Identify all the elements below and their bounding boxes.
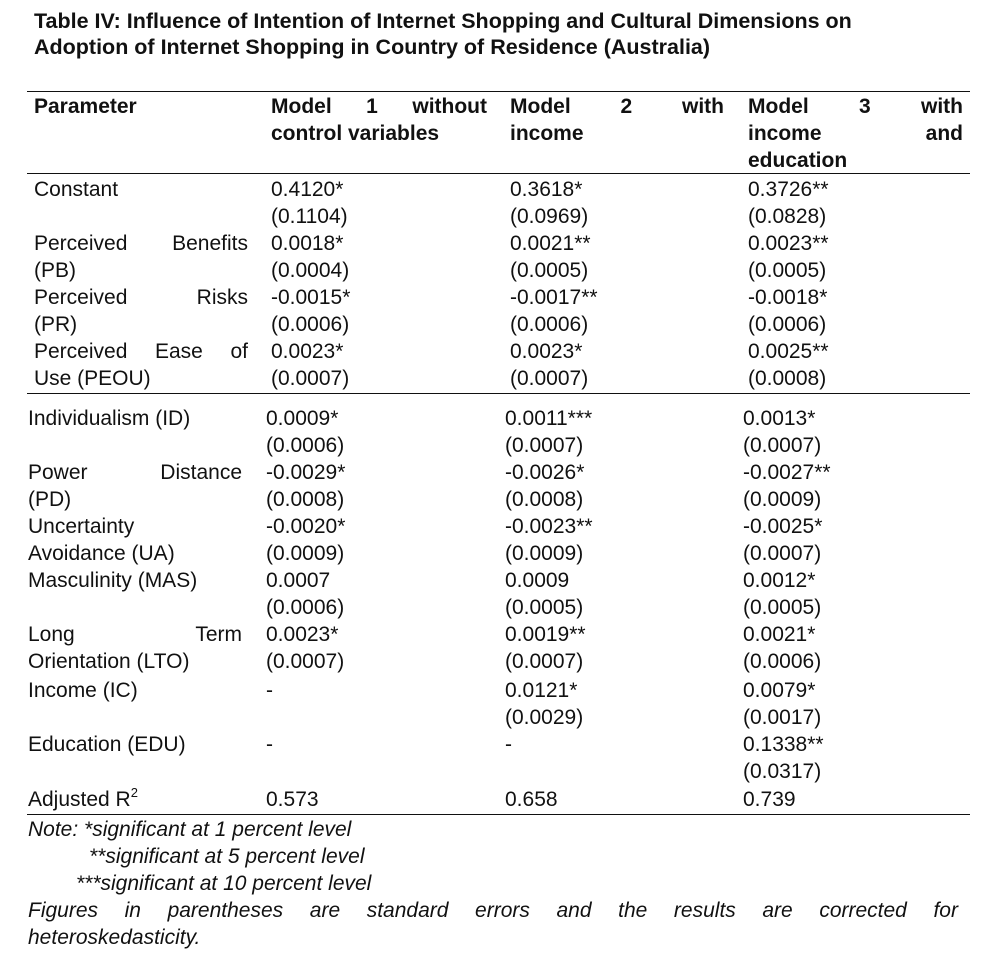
- note-line-4-word: errors: [475, 899, 530, 922]
- row-pr-m1-se: (0.0006): [271, 313, 350, 336]
- note-line-4: [28, 897, 958, 924]
- row-id-m3-se: (0.0007): [743, 434, 822, 457]
- row-pb-param-line-2: (PB): [34, 259, 76, 282]
- row-pr-m1: -0.0015*: [271, 286, 351, 309]
- row-pd-m3: -0.0027**: [743, 461, 831, 484]
- row-id-m2: 0.0011***: [505, 407, 593, 430]
- note-line-4-word: for: [933, 899, 958, 922]
- note-line-1: Note: *significant at 1 percent level: [28, 818, 352, 841]
- row-mas-m3: 0.0012*: [743, 569, 816, 592]
- note-line-4-word: results: [673, 899, 736, 922]
- note-line-4-word: are: [762, 899, 793, 922]
- header-model-3-and: and: [925, 122, 963, 145]
- row-pr-param-line-2: (PR): [34, 313, 78, 336]
- row-pd-param-line-2: (PD): [28, 488, 72, 511]
- row-lto-m2: 0.0019**: [505, 623, 586, 646]
- row-lto-param: [28, 621, 242, 648]
- row-pd-param-word-2: Distance: [160, 461, 242, 484]
- row-ic-m2-se: (0.0029): [505, 706, 584, 729]
- row-pd-param-word-1: Power: [28, 461, 88, 484]
- row-edu-m1: -: [266, 733, 273, 756]
- row-pb-m2-se: (0.0005): [510, 259, 589, 282]
- note-line-4-word: corrected: [819, 899, 907, 922]
- note-line-4-word: Figures: [28, 899, 99, 922]
- row-pb-param: [34, 230, 248, 257]
- row-pb-param-word-1: Perceived: [34, 232, 128, 255]
- note-line-4-word: and: [556, 899, 592, 922]
- row-ua-param-line-2: Avoidance (UA): [28, 542, 175, 565]
- row-peou-m2-se: (0.0007): [510, 367, 589, 390]
- row-pb-m3-se: (0.0005): [748, 259, 827, 282]
- row-id-m3: 0.0013*: [743, 407, 816, 430]
- row-pd-m2-se: (0.0008): [505, 488, 584, 511]
- header-model-3-income: income: [748, 122, 822, 145]
- note-line-4-word: are: [309, 899, 341, 922]
- row-ua-m1-se: (0.0009): [266, 542, 345, 565]
- header-model-1-word: Model: [271, 95, 332, 118]
- row-pr-m2: -0.0017**: [510, 286, 598, 309]
- row-peou-param-line-2: Use (PEOU): [34, 367, 151, 390]
- table-title-line-1: Table IV: Influence of Intention of Internet Shopping and Cultural Dimensions on: [34, 9, 852, 33]
- row-id-m1: 0.0009*: [266, 407, 339, 430]
- row-lto-m3: 0.0021*: [743, 623, 816, 646]
- note-line-4-word: standard: [366, 899, 449, 922]
- bottom-rule: [27, 814, 970, 815]
- row-ic-param: Income (IC): [28, 679, 138, 702]
- row-mas-m2: 0.0009: [505, 569, 570, 592]
- row-id-m2-se: (0.0007): [505, 434, 584, 457]
- row-r2-m1: 0.573: [266, 788, 319, 811]
- row-lto-param-word-2: Term: [195, 623, 242, 646]
- header-model-3-line-3: education: [748, 149, 848, 172]
- header-model-3: [748, 93, 963, 120]
- row-lto-m2-se: (0.0007): [505, 650, 584, 673]
- row-pd-m1: -0.0029*: [266, 461, 346, 484]
- row-pr-param: [34, 284, 248, 311]
- row-mas-m2-se: (0.0005): [505, 596, 584, 619]
- top-rule: [27, 91, 970, 92]
- row-pb-m1-se: (0.0004): [271, 259, 350, 282]
- row-peou-param-word-3: of: [230, 340, 248, 363]
- header-model-1: [271, 93, 487, 120]
- header-model-3-word: Model: [748, 95, 809, 118]
- note-line-4-word: the: [618, 899, 648, 922]
- row-pr-m2-se: (0.0006): [510, 313, 589, 336]
- note-line-4-word: in: [124, 899, 141, 922]
- row-edu-m3: 0.1338**: [743, 733, 824, 756]
- row-lto-m3-se: (0.0006): [743, 650, 822, 673]
- header-model-3-line-2: [748, 120, 963, 147]
- header-model-1-number: 1: [366, 95, 378, 118]
- row-edu-param: Education (EDU): [28, 733, 186, 756]
- note-line-4-word: parentheses: [167, 899, 284, 922]
- header-model-2-word: Model: [510, 95, 571, 118]
- row-ua-param: Uncertainty: [28, 515, 135, 538]
- row-peou-m3: 0.0025**: [748, 340, 829, 363]
- row-pb-param-word-2: Benefits: [172, 232, 248, 255]
- row-edu-m3-se: (0.0317): [743, 760, 822, 783]
- row-pd-m2: -0.0026*: [505, 461, 585, 484]
- row-mas-m1: 0.0007: [266, 569, 331, 592]
- row-constant-param: Constant: [34, 178, 119, 201]
- row-peou-param-word-2: Ease: [155, 340, 203, 363]
- table-title-line-2: Adoption of Internet Shopping in Country of Residence (Australia): [34, 35, 711, 59]
- row-pr-param-word-1: Perceived: [34, 286, 128, 309]
- row-id-m1-se: (0.0006): [266, 434, 345, 457]
- row-pb-m1: 0.0018*: [271, 232, 344, 255]
- row-peou-m3-se: (0.0008): [748, 367, 827, 390]
- row-pr-param-word-2: Risks: [196, 286, 248, 309]
- row-ua-m2-se: (0.0009): [505, 542, 584, 565]
- header-model-3-number: 3: [858, 95, 871, 118]
- row-pr-m3-se: (0.0006): [748, 313, 827, 336]
- row-constant-m3-se: (0.0828): [748, 205, 827, 228]
- row-pb-m3: 0.0023**: [748, 232, 829, 255]
- row-pr-m3: -0.0018*: [748, 286, 828, 309]
- row-peou-m1-se: (0.0007): [271, 367, 350, 390]
- row-r2-m2: 0.658: [505, 788, 558, 811]
- row-ua-m2: -0.0023**: [505, 515, 593, 538]
- row-ic-m1: -: [266, 679, 273, 702]
- row-mas-param: Masculinity (MAS): [28, 569, 198, 592]
- header-model-1-line-2: control variables: [271, 122, 440, 145]
- row-peou-param-word-1: Perceived: [34, 340, 128, 363]
- header-model-2-number: 2: [620, 95, 633, 118]
- row-ic-m2: 0.0121*: [505, 679, 578, 702]
- row-r2-label: Adjusted R: [28, 788, 131, 811]
- table-title: [34, 8, 969, 60]
- row-mas-m1-se: (0.0006): [266, 596, 345, 619]
- header-model-1-without: without: [412, 95, 487, 118]
- row-constant-m3: 0.3726**: [748, 178, 829, 201]
- note-line-5: heteroskedasticity.: [28, 926, 201, 949]
- row-ic-m3-se: (0.0017): [743, 706, 822, 729]
- row-lto-m1: 0.0023*: [266, 623, 339, 646]
- row-constant-m2-se: (0.0969): [510, 205, 589, 228]
- row-pb-m2: 0.0021**: [510, 232, 591, 255]
- header-model-2: [510, 93, 724, 120]
- header-parameter: Parameter: [34, 95, 137, 118]
- row-r2-superscript: 2: [130, 785, 138, 800]
- row-peou-param: [34, 338, 248, 365]
- row-lto-param-line-2: Orientation (LTO): [28, 650, 190, 673]
- row-ua-m3: -0.0025*: [743, 515, 823, 538]
- row-ua-m3-se: (0.0007): [743, 542, 822, 565]
- row-id-param: Individualism (ID): [28, 407, 191, 430]
- row-constant-m1-se: (0.1104): [271, 205, 348, 228]
- row-constant-m2: 0.3618*: [510, 178, 583, 201]
- row-pd-param: [28, 459, 242, 486]
- note-line-3: ***significant at 10 percent level: [76, 872, 372, 895]
- row-edu-m2: -: [505, 733, 512, 756]
- row-r2-m3: 0.739: [743, 788, 796, 811]
- row-constant-m1: 0.4120*: [271, 178, 344, 201]
- row-ic-m3: 0.0079*: [743, 679, 816, 702]
- note-line-2: **significant at 5 percent level: [89, 845, 365, 868]
- row-pd-m1-se: (0.0008): [266, 488, 345, 511]
- row-lto-m1-se: (0.0007): [266, 650, 345, 673]
- row-peou-m2: 0.0023*: [510, 340, 583, 363]
- header-model-2-line-2: income: [510, 122, 584, 145]
- row-mas-m3-se: (0.0005): [743, 596, 822, 619]
- row-r2-param: [28, 786, 138, 813]
- header-model-2-with: with: [681, 95, 724, 118]
- row-peou-m1: 0.0023*: [271, 340, 344, 363]
- group-separator-rule: [27, 393, 970, 394]
- row-pd-m3-se: (0.0009): [743, 488, 822, 511]
- row-lto-param-word-1: Long: [28, 623, 75, 646]
- row-ua-m1: -0.0020*: [266, 515, 346, 538]
- header-model-3-with: with: [920, 95, 963, 118]
